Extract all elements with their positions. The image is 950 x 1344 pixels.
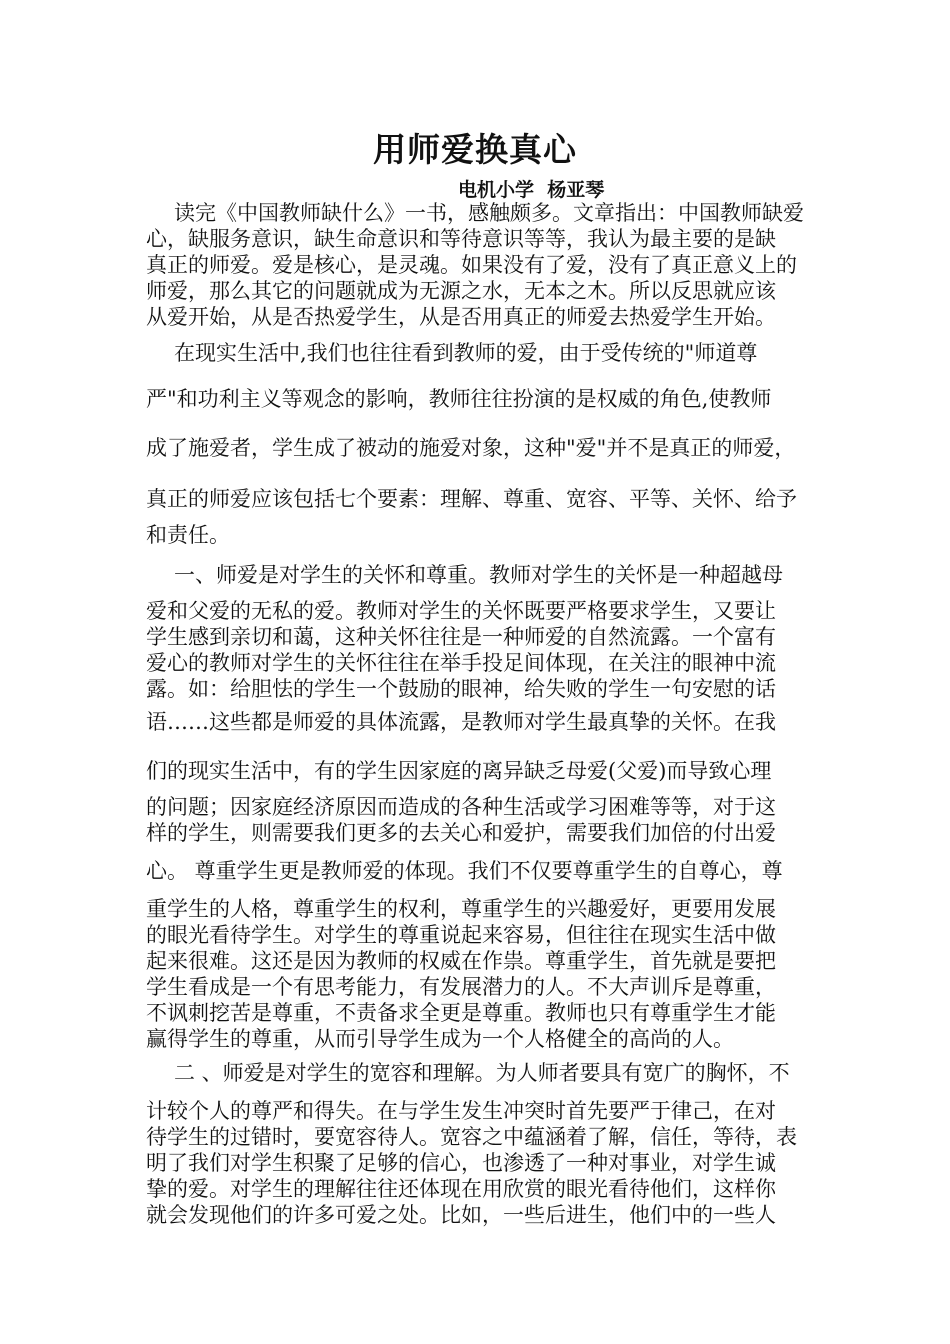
paragraph-line: 心，缺服务意识，缺生命意识和等待意识等等，我认为最主要的是缺 <box>146 227 776 251</box>
paragraph-line: 和责任。 <box>146 523 230 547</box>
paragraph-line: 在现实生活中,我们也往往看到教师的爱，由于受传统的"师道尊 <box>174 341 758 365</box>
paragraph-line: 起来很难。这还是因为教师的权威在作祟。尊重学生，首先就是要把 <box>146 949 776 973</box>
paragraph-line: 爱心的教师对学生的关怀往往在举手投足间体现，在关注的眼神中流 <box>146 651 776 675</box>
paragraph-line: 样的学生，则需要我们更多的去关心和爱护，需要我们加倍的付出爱 <box>146 821 776 845</box>
paragraph-line: 真正的师爱应该包括七个要素：理解、尊重、宽容、平等、关怀、给予 <box>146 487 797 511</box>
paragraph-line: 严"和功利主义等观念的影响，教师往往扮演的是权威的角色,使教师 <box>146 387 772 411</box>
paragraph-line: 二 、师爱是对学生的宽容和理解。为人师者要具有宽广的胸怀，不 <box>174 1061 790 1085</box>
paragraph-line: 露。如：给胆怯的学生一个鼓励的眼神，给失败的学生一句安慰的话 <box>146 677 776 701</box>
paragraph-line: 待学生的过错时，要宽容待人。宽容之中蕴涵着了解，信任，等待，表 <box>146 1125 797 1149</box>
paragraph-line: 就会发现他们的许多可爱之处。比如，一些后进生，他们中的一些人 <box>146 1203 776 1227</box>
paragraph-line: 语……这些都是师爱的具体流露，是教师对学生最真挚的关怀。在我 <box>146 710 776 734</box>
document-author: 电机小学 杨亚琴 <box>458 179 605 201</box>
paragraph-line: 成了施爱者，学生成了被动的施爱对象，这种"爱"并不是真正的师爱， <box>146 436 796 460</box>
paragraph-line: 们的现实生活中，有的学生因家庭的离异缺乏母爱(父爱)而导致心理 <box>146 759 772 783</box>
paragraph-line: 学生看成是一个有思考能力，有发展潜力的人。不大声训斥是尊重， <box>146 975 776 999</box>
paragraph-line: 挚的爱。对学生的理解往往还体现在用欣赏的眼光看待他们，这样你 <box>146 1177 776 1201</box>
paragraph-line: 不讽刺挖苦是尊重，不责备求全更是尊重。教师也只有尊重学生才能 <box>146 1001 776 1025</box>
paragraph-line: 爱和父爱的无私的爱。教师对学生的关怀既要严格要求学生，又要让 <box>146 599 776 623</box>
paragraph-line: 师爱，那么其它的问题就成为无源之水，无本之木。所以反思就应该 <box>146 279 776 303</box>
paragraph-line: 读完《中国教师缺什么》一书，感触颇多。文章指出：中国教师缺爱 <box>174 201 804 225</box>
paragraph-line: 真正的师爱。爱是核心，是灵魂。如果没有了爱，没有了真正意义上的 <box>146 253 797 277</box>
paragraph-line: 明了我们对学生积聚了足够的信心，也渗透了一种对事业，对学生诚 <box>146 1151 776 1175</box>
document-title: 用师爱换真心 <box>373 130 577 169</box>
paragraph-line: 的眼光看待学生。对学生的尊重说起来容易，但往往在现实生活中做 <box>146 923 776 947</box>
paragraph-line: 赢得学生的尊重，从而引导学生成为一个人格健全的高尚的人。 <box>146 1027 734 1051</box>
paragraph-line: 一、师爱是对学生的关怀和尊重。教师对学生的关怀是一种超越母 <box>174 563 783 587</box>
paragraph-line: 重学生的人格，尊重学生的权利，尊重学生的兴趣爱好，更要用发展 <box>146 897 776 921</box>
paragraph-line: 心。 尊重学生更是教师爱的体现。我们不仅要尊重学生的自尊心，尊 <box>146 859 783 883</box>
paragraph-line: 计较个人的尊严和得失。在与学生发生冲突时首先要严于律己，在对 <box>146 1099 776 1123</box>
paragraph-line: 从爱开始，从是否热爱学生，从是否用真正的师爱去热爱学生开始。 <box>146 305 776 329</box>
paragraph-line: 的问题；因家庭经济原因而造成的各种生活或学习困难等等，对于这 <box>146 795 776 819</box>
paragraph-line: 学生感到亲切和蔼，这种关怀往往是一种师爱的自然流露。一个富有 <box>146 625 776 649</box>
